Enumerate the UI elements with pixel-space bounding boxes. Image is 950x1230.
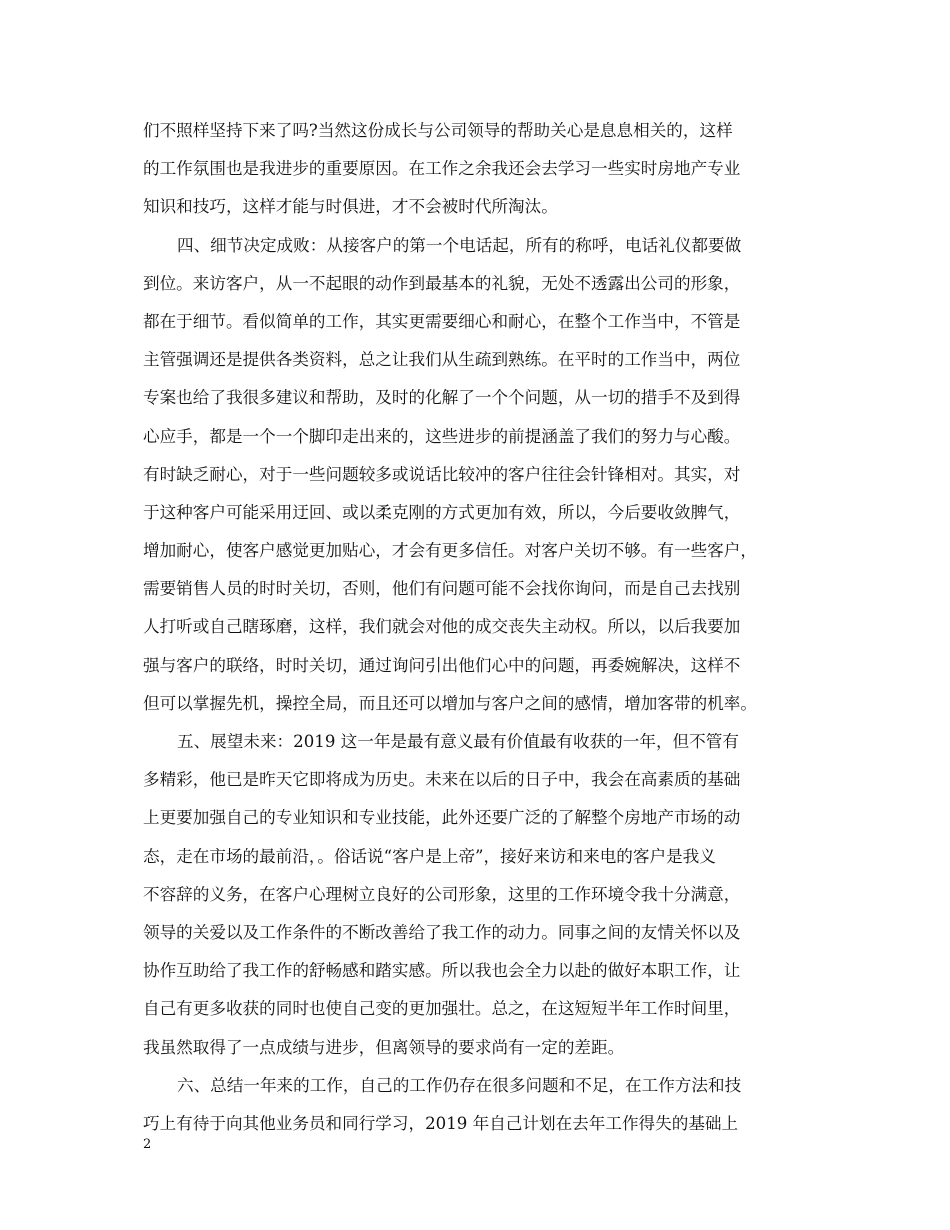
text-line: 增加耐心，使客户感觉更加贴心，才会有更多信任。对客户关切不够。有一些客户， [143,541,757,561]
body-text [143,112,815,1143]
text-line: 们不照样坚持下来了吗?当然这份成长与公司领导的帮助关心是息息相关的，这样 [143,121,733,140]
text-line: 有时缺乏耐心，对于一些问题较多或说话比较冲的客户往往会针锋相对。其实，对 [143,464,741,484]
text-line: 专案也给了我很多建议和帮助，及时的化解了一个个问题，从一切的措手不及到得 [143,388,741,408]
text-line: 主管强调还是提供各类资料，总之让我们从生疏到熟练。在平时的工作当中，两位 [143,350,741,370]
text-line: 态，走在市场的最前沿，。俗话说“客户是上帝”，接好来访和来电的客户是我义 [143,846,716,866]
text-line: 但可以掌握先机，操控全局，而且还可以增加与客户之间的感情，增加客带的机率。 [143,693,757,713]
text-line: 多精彩，他已是昨天它即将成为历史。未来在以后的日子中，我会在高素质的基础 [143,770,741,790]
text-line: 心应手，都是一个一个脚印走出来的，这些进步的前提涵盖了我们的努力与心酸。 [143,426,741,446]
text-line: 的工作氛围也是我进步的重要原因。在工作之余我还会去学习一些实时房地产专业 [143,159,741,179]
text-line: 于这种客户可能采用迂回、或以柔克刚的方式更加有效，所以，今后要收敛脾气， [143,502,741,522]
text-line: 六、总结一年来的工作，自己的工作仍存在很多问题和不足，在工作方法和技 [177,1075,742,1095]
text-line: 人打听或自己瞎琢磨，这样，我们就会对他的成交丧失主动权。所以，以后我要加 [143,617,741,637]
page-number: 2 [143,1137,152,1152]
text-line: 知识和技巧，这样才能与时俱进，才不会被时代所淘汰。 [143,197,558,217]
text-line: 领导的关爱以及工作条件的不断改善给了我工作的动力。同事之间的友情关怀以及 [143,922,741,942]
text-line: 到位。来访客户，从一不起眼的动作到最基本的礼貌，无处不透露出公司的形象， [143,273,741,293]
text-line: 四、细节决定成败：从接客户的第一个电话起，所有的称呼，电话礼仪都要做 [177,235,742,255]
text-line: 都在于细节。看似简单的工作，其实更需要细心和耐心，在整个工作当中，不管是 [143,311,741,331]
text-line: 协作互助给了我工作的舒畅感和踏实感。所以我也会全力以赴的做好本职工作，让 [143,961,741,981]
text-line: 不容辞的义务，在客户心理树立良好的公司形象，这里的工作环境令我十分满意， [143,884,741,904]
text-line: 巧上有待于向其他业务员和同行学习，2019 年自己计划在去年工作得失的基础上 [143,1113,739,1133]
text-line: 我虽然取得了一点成绩与进步，但离领导的要求尚有一定的差距。 [143,1037,625,1057]
text-line: 上更要加强自己的专业知识和专业技能，此外还要广泛的了解整个房地产市场的动 [143,808,741,828]
text-line: 五、展望未来：2019 这一年是最有意义最有价值最有收获的一年，但不管有 [177,732,739,751]
text-line: 需要销售人员的时时关切，否则，他们有问题可能不会找你询问，而是自己去找别 [143,579,741,599]
text-line: 强与客户的联络，时时关切，通过询问引出他们心中的问题，再委婉解决，这样不 [143,655,741,675]
text-line: 自己有更多收获的同时也使自己变的更加强壮。总之，在这短短半年工作时间里， [143,999,741,1019]
